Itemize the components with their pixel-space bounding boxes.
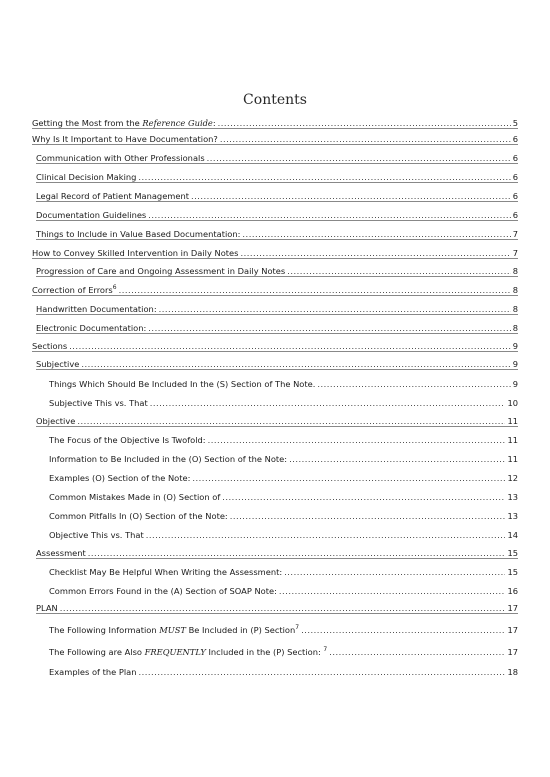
toc-entry-label: [36, 229, 240, 239]
toc-entry-text: Common Errors Found in the (A) Section of SOAP Note:: [49, 586, 277, 596]
dot-leader: [77, 416, 505, 426]
toc-entry-text: Common Mistakes Made in (O) Section of: [49, 492, 221, 502]
toc-entry[interactable]: [49, 486, 518, 502]
toc-entry-label: [32, 341, 67, 351]
toc-entry-text: Examples of the Plan: [49, 667, 137, 677]
toc-entry[interactable]: [36, 298, 518, 315]
footnote-marker: 7: [295, 624, 300, 632]
dot-leader: [220, 134, 511, 144]
toc-entry[interactable]: [36, 597, 518, 614]
toc-entry[interactable]: [49, 429, 518, 445]
toc-entry-label: [49, 567, 282, 577]
toc-entry-text: Communication with Other Professionals: [36, 153, 205, 163]
toc-entry[interactable]: [49, 505, 518, 521]
toc-entry-label: [49, 454, 287, 464]
dot-leader: [218, 118, 511, 128]
toc-entry-label: [49, 647, 327, 657]
toc-entry[interactable]: [36, 185, 518, 202]
dot-leader: [230, 511, 506, 521]
toc-page-number: 5: [512, 118, 518, 128]
toc-page-number: 14: [507, 530, 518, 540]
dot-leader: [60, 603, 506, 613]
toc-entry-text: Progression of Care and Ongoing Assessment in Daily Notes: [36, 266, 286, 276]
dot-leader: [148, 210, 510, 220]
toc-entry-label: [32, 118, 216, 128]
toc-entry-label: [49, 530, 144, 540]
toc-page-number: 10: [507, 398, 518, 408]
toc-entry-text: Legal Record of Patient Management: [36, 191, 189, 201]
dot-leader: [208, 435, 506, 445]
toc-entry[interactable]: [32, 128, 518, 145]
toc-entry[interactable]: [49, 524, 518, 540]
toc-entry-label: [32, 134, 218, 144]
toc-entry-label: [36, 210, 146, 220]
toc-entry-text: How to Convey Skilled Intervention in Daily Notes: [32, 248, 239, 258]
toc-entry-label: [32, 285, 117, 295]
toc-entry-text: Electronic Documentation:: [36, 323, 147, 333]
dot-leader: [81, 359, 510, 369]
toc-entry[interactable]: [49, 448, 518, 464]
toc-entry[interactable]: [32, 242, 518, 259]
toc-entry[interactable]: [49, 392, 518, 408]
toc-page-number: 9: [512, 359, 518, 369]
dot-leader: [240, 248, 510, 258]
toc-entry-text: The Following Information: [49, 625, 160, 635]
toc-entry-label: [49, 511, 228, 521]
toc-entry-emphasis: MUST: [159, 625, 186, 635]
toc-page-number: 17: [507, 603, 518, 613]
toc-entry[interactable]: [49, 467, 518, 483]
toc-entry-emphasis: Reference Guide: [142, 118, 213, 128]
toc-page-number: 9: [512, 379, 518, 389]
dot-leader: [287, 266, 511, 276]
dot-leader: [242, 229, 510, 239]
toc-page-number: 7: [512, 229, 518, 239]
toc-entry[interactable]: [36, 204, 518, 221]
toc-page-number: 18: [507, 667, 518, 677]
toc-entry-label: [32, 248, 238, 258]
toc-entry-text: Handwritten Documentation:: [36, 304, 157, 314]
toc-entry-label: [49, 473, 190, 483]
toc-entry-text: Assessment: [36, 548, 86, 558]
toc-page-number: 17: [507, 647, 518, 657]
toc-page-number: 8: [512, 266, 518, 276]
toc-entry-text: Documentation Guidelines: [36, 210, 147, 220]
dot-leader: [138, 172, 510, 182]
toc-page-number: 13: [507, 492, 518, 502]
dot-leader: [192, 473, 505, 483]
toc-entry-text: The Following are Also: [49, 647, 145, 657]
toc-entry[interactable]: [36, 410, 518, 427]
toc-entry[interactable]: [49, 580, 518, 596]
toc-entry-label: [36, 172, 136, 182]
toc-page-number: 13: [507, 511, 518, 521]
toc-entry-text: Subjective: [36, 359, 80, 369]
toc-entry[interactable]: [49, 619, 518, 635]
toc-entry[interactable]: [36, 260, 518, 277]
toc-entry-label: [49, 379, 315, 389]
toc-entry-text: Common Pitfalls In (O) Section of the Note:: [49, 511, 228, 521]
dot-leader: [329, 647, 505, 657]
toc-entry-text: Objective This vs. That: [49, 530, 144, 540]
toc-entry[interactable]: [49, 641, 518, 657]
dot-leader: [222, 492, 505, 502]
toc-entry-text: The Focus of the Objective Is Twofold:: [49, 435, 206, 445]
toc-entry-text: Information to Be Included in the (O) Section of the Note:: [49, 454, 288, 464]
dot-leader: [284, 567, 505, 577]
toc-entry-text: Things Which Should Be Included In the (S) Section of The Note.: [49, 379, 316, 389]
toc-entry-text: Checklist May Be Helpful When Writing the Assessment:: [49, 567, 283, 577]
toc-entry-label: [36, 359, 79, 369]
toc-page-number: 7: [512, 248, 518, 258]
toc-entry-label: [36, 416, 75, 426]
toc-entry-label: [49, 586, 277, 596]
toc-page-number: 9: [512, 341, 518, 351]
toc-page-number: 15: [507, 567, 518, 577]
toc-entry-label: [36, 603, 58, 613]
toc-entry-text-suffix: Be Included in (P) Section: [185, 625, 296, 635]
toc-entry-text: Objective: [36, 416, 76, 426]
toc-entry-text: Examples (O) Section of the Note:: [49, 473, 191, 483]
toc-entry-label: [36, 323, 146, 333]
toc-entry-text: Getting the Most from the: [32, 118, 143, 128]
dot-leader: [191, 191, 511, 201]
toc-entry-label: [36, 548, 86, 558]
toc-page-number: 17: [507, 625, 518, 635]
toc-page-number: 8: [512, 285, 518, 295]
toc-entry-label: [49, 667, 137, 677]
dot-leader: [301, 625, 505, 635]
toc-page-number: 11: [507, 454, 518, 464]
toc-entry-text: Sections: [32, 341, 68, 351]
toc-entry-label: [49, 435, 206, 445]
dot-leader: [69, 341, 511, 351]
toc-entry[interactable]: [36, 542, 518, 559]
dot-leader: [146, 530, 506, 540]
toc-entry-text: Why Is It Important to Have Documentation?: [32, 134, 218, 144]
toc-entry-text: Clinical Decision Making: [36, 172, 137, 182]
toc-page-number: 6: [512, 153, 518, 163]
dot-leader: [119, 285, 511, 295]
toc-entry-label: [36, 304, 157, 314]
toc-page-number: 16: [507, 586, 518, 596]
toc-page-number: 15: [507, 548, 518, 558]
dot-leader: [279, 586, 506, 596]
toc-page-number: 11: [507, 416, 518, 426]
dot-leader: [139, 667, 506, 677]
footnote-marker: 7: [323, 646, 328, 654]
toc-page-number: 6: [512, 172, 518, 182]
toc-entry-emphasis: FREQUENTLY: [144, 647, 206, 657]
toc-entry-text-suffix: Included in the (P) Section:: [205, 647, 324, 657]
toc-entry[interactable]: [32, 112, 518, 129]
dot-leader: [159, 304, 511, 314]
toc-entry-label: [36, 191, 189, 201]
dot-leader: [150, 398, 506, 408]
toc-entry-label: [36, 266, 285, 276]
dot-leader: [88, 548, 506, 558]
toc-page-number: 11: [507, 435, 518, 445]
toc-page-number: 8: [512, 304, 518, 314]
dot-leader: [289, 454, 505, 464]
page-title: Contents: [243, 92, 307, 108]
toc-entry[interactable]: [49, 373, 518, 389]
toc-entry-text: Subjective This vs. That: [49, 398, 148, 408]
toc-page-number: 6: [512, 210, 518, 220]
toc-entry-text: Things to Include in Value Based Documentation:: [36, 229, 241, 239]
toc-page-number: 8: [512, 323, 518, 333]
toc-entry-label: [36, 153, 205, 163]
toc-page-number: 6: [512, 191, 518, 201]
toc-entry[interactable]: [32, 279, 518, 296]
toc-entry[interactable]: [36, 317, 518, 334]
toc-entry-text: Correction of Errors: [32, 285, 113, 295]
toc-entry[interactable]: [36, 147, 518, 164]
toc-entry[interactable]: [36, 223, 518, 240]
toc-entry-label: [49, 625, 299, 635]
toc-page-number: 12: [507, 473, 518, 483]
toc-entry[interactable]: [49, 561, 518, 577]
dot-leader: [148, 323, 510, 333]
dot-leader: [207, 153, 511, 163]
dot-leader: [317, 379, 510, 389]
toc-entry-label: [49, 492, 220, 502]
toc-entry[interactable]: [49, 661, 518, 677]
toc-entry[interactable]: [36, 353, 518, 370]
toc-entry-text: PLAN: [36, 603, 58, 613]
toc-entry-text-suffix: :: [212, 118, 216, 128]
toc-entry[interactable]: [36, 166, 518, 183]
toc-entry[interactable]: [32, 335, 518, 352]
toc-entry-label: [49, 398, 148, 408]
footnote-marker: 6: [112, 284, 117, 292]
toc-page-number: 6: [512, 134, 518, 144]
